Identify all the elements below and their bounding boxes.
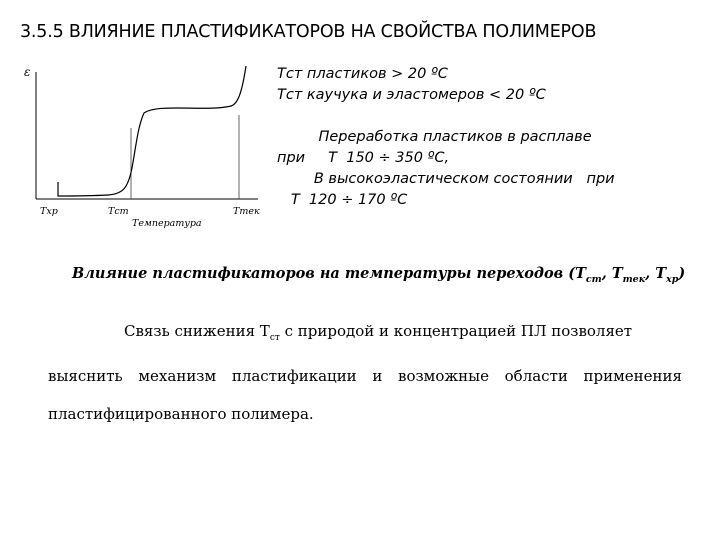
note-melt-temperature: при Т 150 ÷ 350 ºС, (277, 150, 450, 166)
note-spacer (277, 106, 615, 127)
processing-notes (277, 64, 615, 211)
note-elastic-temperature: Т 120 ÷ 170 ºС (277, 192, 408, 208)
body-paragraph (48, 312, 682, 433)
subheading: Влияние пластификаторов на температуры переходов ($Т_{ст}$, $Т_{тек}$, $Т_{хр}$) (72, 265, 686, 285)
y-axis-label: ε (24, 65, 31, 79)
paragraph-line-1: Связь снижения $Т_{ст}$ с природой и концентрацией ПЛ позволяет (124, 322, 633, 343)
deformation-curve (58, 66, 246, 196)
x-axis-label: Температура (132, 218, 202, 229)
tick-label-thr: Тхр (40, 206, 58, 217)
slide-title: 3.5.5 ВЛИЯНИЕ ПЛАСТИФИКАТОРОВ НА СВОЙСТВА ПОЛИМЕРОВ (20, 22, 597, 42)
paragraph-line-3: пластифицированного полимера. (48, 405, 314, 423)
tick-label-ttek: Ттек (233, 206, 260, 217)
note-melt-processing: Переработка пластиков в расплаве (277, 129, 592, 145)
note-plastics-tg: Тст пластиков > 20 ºС (277, 66, 448, 82)
thermomechanical-curve (24, 58, 268, 236)
tick-label-tst: Тст (108, 206, 129, 217)
note-elastic-state: В высокоэластическом состоянии при (277, 171, 615, 187)
note-rubber-tg: Тст каучука и эластомеров < 20 ºС (277, 87, 546, 103)
paragraph-line-2: выяснить механизм пластификации и возможные области применения (48, 367, 682, 385)
